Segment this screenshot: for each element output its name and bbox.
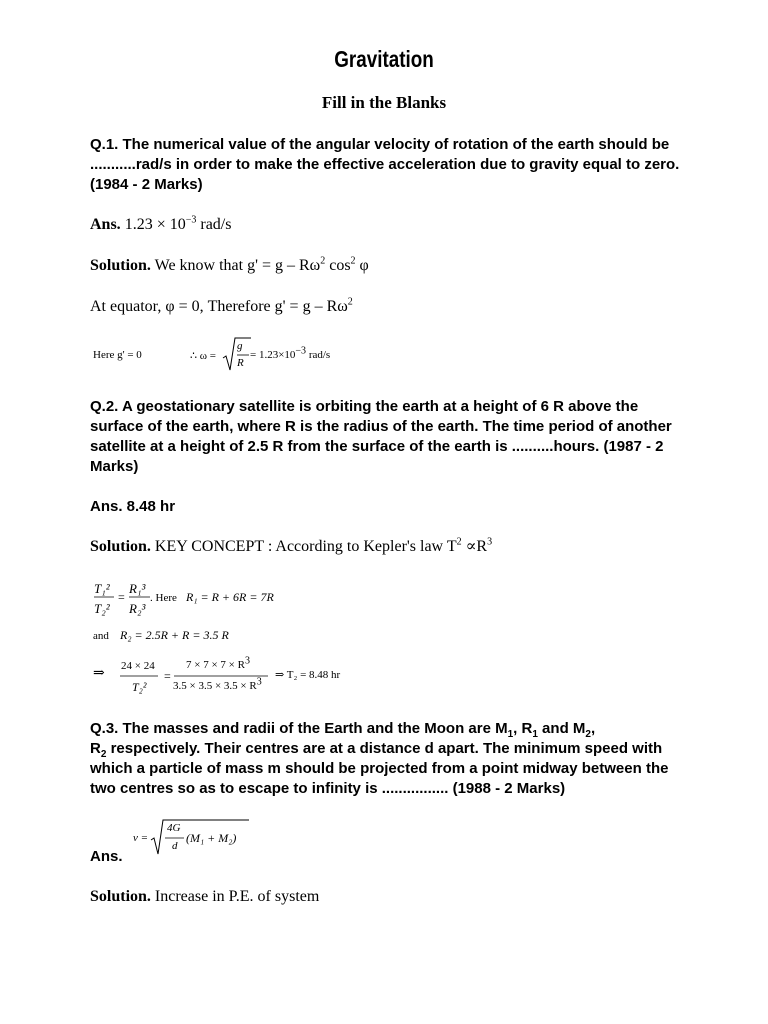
q1-answer bbox=[90, 215, 231, 235]
q2-eq1-rhs: R₁ = R + 6R = 7R bbox=[186, 590, 274, 604]
q2-r2-cube: R₂³ bbox=[129, 601, 146, 616]
q1-here-text: Here g' = 0 bbox=[93, 349, 142, 361]
q1-solution-label: Solution. bbox=[90, 257, 151, 274]
q2-eq3-equals: = bbox=[164, 674, 171, 683]
q2-eq1-here: . Here bbox=[150, 592, 177, 604]
section-subtitle: Fill in the Blanks bbox=[321, 93, 447, 112]
q3-sub1: 1 bbox=[507, 729, 514, 740]
q3-line2a: R bbox=[90, 740, 101, 757]
q3-sub4: 2 bbox=[100, 749, 107, 760]
q3-part4: , bbox=[590, 720, 596, 737]
q2-equals: = bbox=[118, 590, 125, 604]
q1-omega-result-text: = 1.23×10 bbox=[250, 349, 296, 361]
q2-solution-label: Solution. bbox=[90, 538, 151, 555]
q3-sub2: 1 bbox=[532, 729, 538, 740]
q2-eq2-and: and bbox=[93, 630, 109, 642]
q1-solution bbox=[90, 256, 369, 276]
q2-kepler-ratio bbox=[92, 576, 152, 620]
q3-part3: and M bbox=[537, 720, 586, 737]
q3-line2b: respectively. Their centres are at a distance d apart. The minimum speed with which a particle of mass m should be projected from a point midway between the two centres so as to escape to infinity is ................ (1988 - 2 Marks) bbox=[90, 740, 669, 797]
q2-eq2-rhs: R₂ = 2.5R + R = 3.5 R bbox=[120, 628, 229, 642]
q1-answer-value: 1.23 × 10 bbox=[124, 216, 186, 233]
q2-eq3-num-left: 24 × 24 bbox=[121, 660, 155, 672]
q3-solution bbox=[90, 887, 319, 907]
q1-solution-sup1: 2 bbox=[320, 255, 326, 267]
q2-eq3-t2sq: T₂² bbox=[132, 680, 147, 694]
q2-answer: Ans. 8.48 hr bbox=[90, 498, 176, 515]
q2-solution-prop: ∝R bbox=[461, 538, 488, 555]
question-3-text bbox=[90, 719, 690, 799]
q3-v-eq: v = bbox=[133, 832, 149, 844]
q3-part2: , R bbox=[513, 720, 533, 737]
q2-eq3-num-right bbox=[186, 655, 250, 671]
q1-solution-sup2: 2 bbox=[350, 255, 356, 267]
q1-solution-text: We know that g' = g – Rω bbox=[150, 257, 321, 274]
q1-omega-prefix: ∴ ω = bbox=[190, 350, 216, 362]
q1-answer-unit: rad/s bbox=[196, 216, 232, 233]
q1-sqrt-den: R bbox=[237, 357, 244, 369]
q3-solution-label: Solution. bbox=[90, 888, 151, 905]
q3-solution-text: Increase in P.E. of system bbox=[150, 888, 320, 905]
q3-v-num: 4G bbox=[167, 822, 181, 834]
q2-eq3-arrow: ⇒ bbox=[93, 666, 105, 681]
q1-omega-result-exp: −3 bbox=[295, 345, 307, 357]
question-1-text: Q.1. The numerical value of the angular velocity of rotation of the earth should be ...........rad/s in order to make the effective acceleration due to gravity equal to zero. (1984 - 2 Marks) bbox=[90, 136, 680, 193]
q1-sqrt-num: g bbox=[237, 340, 243, 352]
q2-r1-cube: R₁³ bbox=[129, 581, 146, 596]
q3-part1: Q.3. The masses and radii of the Earth and the Moon are M bbox=[90, 720, 508, 737]
q2-eq3-den-right-text: 3.5 × 3.5 × 3.5 × R bbox=[173, 680, 257, 692]
q1-equator-line bbox=[90, 297, 353, 317]
q3-v-rest: (M₁ + M₂) bbox=[186, 831, 237, 845]
q1-equator-text: At equator, φ = 0, Therefore g' = g – Rω bbox=[90, 298, 348, 315]
q2-eq3-den-right bbox=[173, 676, 262, 692]
q1-solution-cos: cos bbox=[325, 257, 351, 274]
q2-solution-sup: 2 bbox=[456, 536, 462, 548]
q1-answer-exponent: −3 bbox=[185, 214, 197, 226]
q3-sub3: 2 bbox=[585, 729, 591, 740]
q2-t1-sq: T₁² bbox=[94, 581, 110, 596]
q2-solution bbox=[90, 537, 492, 557]
q2-solution-sup2: 3 bbox=[487, 536, 493, 548]
q2-eq3-result: ⇒ T₂ = 8.48 hr bbox=[275, 669, 341, 681]
q1-omega-result bbox=[250, 345, 331, 361]
q1-solution-phi: φ bbox=[355, 257, 369, 274]
q3-answer-label: Ans. bbox=[90, 848, 123, 865]
page-title: Gravitation bbox=[334, 46, 434, 72]
q2-t2-sq: T₂² bbox=[94, 601, 110, 616]
q2-eq3-num-right-text: 7 × 7 × 7 × R bbox=[186, 659, 245, 671]
q2-solution-text: KEY CONCEPT : According to Kepler's law T bbox=[150, 538, 457, 555]
q1-answer-label: Ans. bbox=[90, 216, 121, 233]
q3-v-den: d bbox=[172, 840, 178, 852]
q1-equator-sup: 2 bbox=[347, 296, 353, 308]
q1-omega-unit: rad/s bbox=[308, 349, 331, 361]
q2-eq3-num-right-exp: 3 bbox=[244, 655, 250, 667]
q2-eq3-den-right-exp: 3 bbox=[256, 676, 262, 688]
question-2-text: Q.2. A geostationary satellite is orbiting the earth at a height of 6 R above the surface of the earth, where R is the radius of the earth. The time period of another satellite at a height of 2.5 R from the surface of the earth is ..........hours. (1987 - 2 Marks) bbox=[90, 398, 672, 475]
